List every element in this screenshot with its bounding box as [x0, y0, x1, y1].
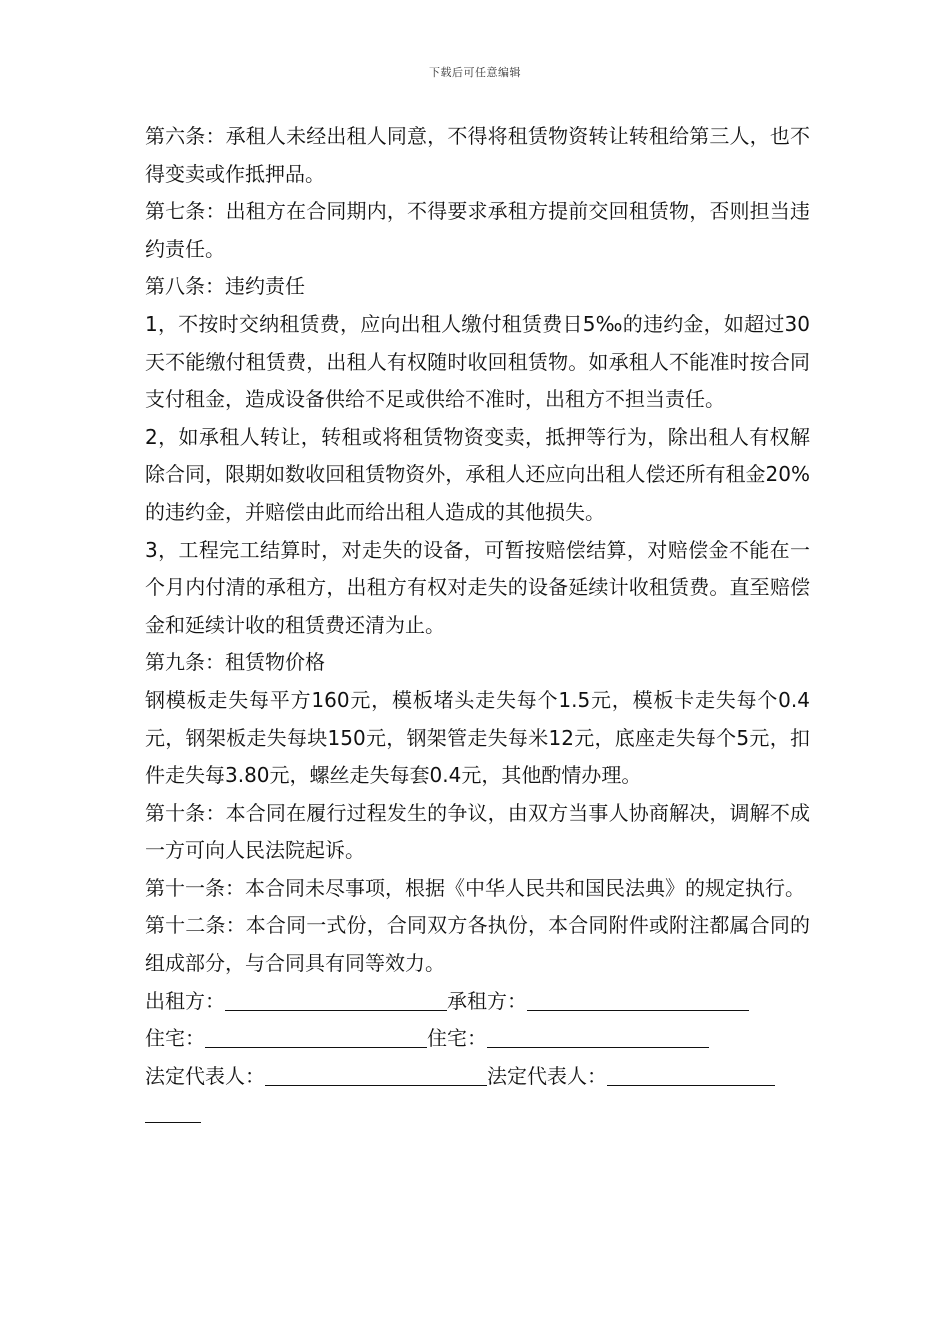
lessor-blank — [225, 988, 447, 1011]
header-note: 下载后可任意编辑 — [429, 66, 521, 79]
address-blank-lessee — [487, 1025, 709, 1048]
signature-rep-row — [145, 1058, 810, 1096]
address-label-lessee: 住宅： — [427, 1026, 487, 1051]
rep-blank-lessee — [607, 1063, 775, 1086]
article-8-clause-2: 2，如承租人转让，转租或将租赁物资变卖，抵押等行为，除出租人有权解除合同，限期如数收回租赁物资外，承租人还应向出租人偿还所有租金20%的违约金，并赔偿由此而给出租人造成的其他损失。 — [145, 424, 810, 524]
lessee-label: 承租方： — [447, 988, 527, 1013]
address-blank-lessor — [205, 1025, 427, 1048]
article-9-heading: 第九条：租赁物价格 — [145, 650, 325, 675]
article-8-clause-1: 1，不按时交纳租赁费，应向出租人缴付租赁费日5‰的违约金，如超过30天不能缴付租赁费，出租人有权随时收回租赁物。如承租人不能准时按合同支付租金，造成设备供给不足或供给不准时，出租方不担当责任。 — [145, 311, 810, 412]
article-8-clause-3: 3，工程完工结算时，对走失的设备，可暂按赔偿结算，对赔偿金不能在一个月内付清的承租方，出租方有权对走失的设备延续计收租赁费。直至赔偿金和延续计收的租赁费还清为止。 — [145, 537, 810, 637]
contract-body — [145, 118, 810, 1133]
rep-label-lessee: 法定代表人： — [487, 1063, 607, 1088]
article-8-heading: 第八条：违约责任 — [145, 274, 305, 299]
signature-address-row — [145, 1020, 810, 1058]
rep-blank-lessee-wrap — [145, 1100, 201, 1123]
article-12: 第十二条：本合同一式份，合同双方各执份，本合同附件或附注都属合同的组成部分，与合同具有同等效力。 — [145, 913, 810, 976]
article-6: 第六条：承租人未经出租人同意，不得将租赁物资转让转租给第三人，也不得变卖或作抵押品。 — [145, 124, 810, 186]
article-10: 第十条：本合同在履行过程发生的争议，由双方当事人协商解决，调解不成一方可向人民法院起诉。 — [145, 800, 810, 863]
rep-blank-continuation — [145, 1095, 810, 1133]
signature-lessor-row — [145, 983, 810, 1021]
lessor-label: 出租方： — [145, 988, 225, 1013]
rep-label-lessor: 法定代表人： — [145, 1063, 265, 1088]
address-label-lessor: 住宅： — [145, 1026, 205, 1051]
article-9-prices: 钢模板走失每平方160元，模板堵头走失每个1.5元，模板卡走失每个0.4元，钢架板走失每块150元，钢架管走失每米12元，底座走失每个5元，扣件走失每3.80元，螺丝走失每套0.4元，其他酌情办理。 — [145, 687, 810, 788]
rep-blank-lessor — [265, 1063, 487, 1086]
lessee-blank — [527, 988, 749, 1011]
article-7: 第七条：出租方在合同期内，不得要求承租方提前交回租赁物，否则担当违约责任。 — [145, 199, 810, 261]
article-11: 第十一条：本合同未尽事项，根据《中华人民共和国民法典》的规定执行。 — [145, 875, 805, 900]
